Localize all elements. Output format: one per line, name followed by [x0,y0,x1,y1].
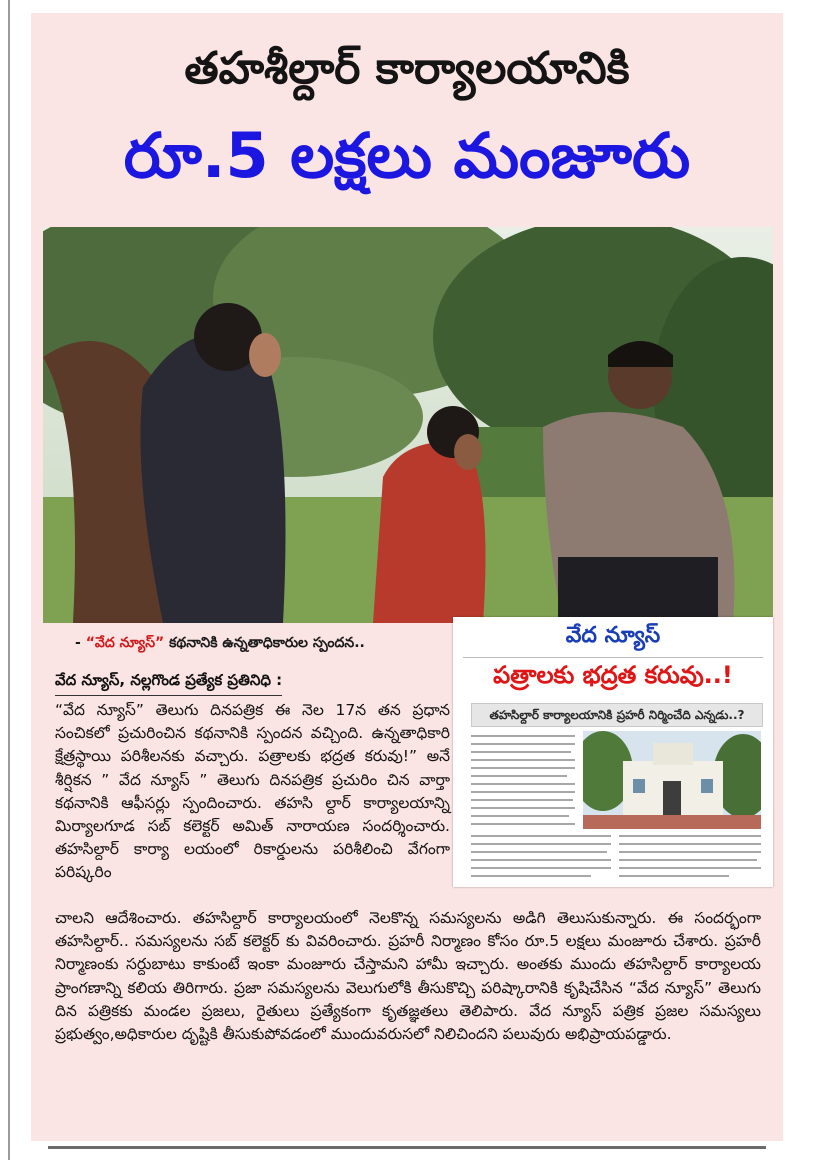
clipping-text-line [471,875,591,877]
clipping-headline: పత్రాలకు భద్రత కరువు..! [493,661,733,689]
clipping-text-line [471,791,575,793]
clipping-text-line [471,807,575,809]
clipping-text-line [619,859,757,861]
caption-highlight: “వేద న్యూస్” [85,635,165,651]
headline-line-2: రూ.5 లక్షలు మంజూరు [123,119,691,192]
clipping-text-line [471,735,575,737]
caption-rest: కథనానికి ఉన్నతాధికారుల స్పందన.. [164,635,365,651]
clipping-photo [583,731,761,829]
clipping-text-line [471,843,611,845]
clipping-text-line [471,759,575,761]
byline: వేద న్యూస్, నల్లగొండ ప్రత్యేక ప్రతినిధి : [55,671,282,696]
clipping-text-line [471,775,567,777]
building-photo-icon [583,731,761,829]
clipping-text-line [619,851,761,853]
photo-people-trees-icon [43,227,773,623]
clipping-text-line [619,875,729,877]
newspaper-clipping [453,617,773,887]
clipping-text-line [471,867,611,869]
clipping-text-line [471,835,611,837]
clipping-text-line [619,835,761,837]
clipping-text-line [471,783,575,785]
clipping-text-line [471,815,569,817]
clipping-columns [471,731,761,881]
clipping-text-line [471,751,571,753]
headline-line-1: తహశీల్దార్ కార్యాలయానికి [184,43,630,94]
clipping-text-line [471,799,573,801]
news-page [31,13,783,1141]
photo-caption [75,635,365,654]
news-photo [43,227,773,623]
clipping-divider [463,657,763,658]
clipping-subheadline: తహసిల్దార్ కార్యాలయానికి ప్రహరీ నిర్మించేది ఎన్నడు..? [471,703,763,727]
clipping-text-line [471,743,575,745]
caption-prefix: - [75,635,86,651]
clipping-text-line [471,823,575,825]
clipping-text-line [471,859,611,861]
left-margin-rule [8,0,10,1160]
clipping-text-line [619,867,761,869]
article-paragraph-2: చాలని ఆదేశించారు. తహసిల్దార్ కార్యాలయంలో నెలకొన్న సమస్యలను అడిగి తెలుసుకున్నారు. ఈ సందర్భంగా తహసిల్దార్.. సమస్యలను సబ్ కలెక్టర్ కు వివరించారు. ప్రహరీ నిర్మాణం కోసం రూ.5 లక్షలు మంజూరు చేశారు. ప్రహరీ నిర్మాణంకు సర్దుబాటు కాకుంటే ఇంకా మంజూరు చేస్తామని హామీ ఇచ్చారు. అంతకు ముందు తహసిల్దార్ కార్యాలయ ప్రాంగణాన్ని కలియ తిరిగారు. ప్రజా సమస్యలను వెలుగులోకి తీసుకొచ్చి పరిష్కారానికి కృషిచేసిన “వేద న్యూస్” తెలుగు దిన పత్రికకు మండల ప్రజలు, రైతులు ప్రత్యేకంగా కృతజ్ఞతలు తెలిపారు. వేద న్యూస్ పత్రిక ప్రజల సమస్యలు ప్రభుత్వం,అధికారుల దృష్టికి తీసుకుపోవడంలో ముందువరుసలో నిలిచిందని పలువురు అభిప్రాయపడ్డారు. [55,909,761,1044]
clipping-logo: వేద న్యూస్ [565,623,661,648]
clipping-text-line [619,843,761,845]
bottom-rule [48,1146,766,1149]
article-paragraph-1: “వేద న్యూస్” తెలుగు దినపత్రిక ఈ నెల 17న తన ప్రధాన సంచికలో ప్రచురించిన కథనానికి స్పందన వచ్చింది. ఉన్నతాధికారి క్షేత్రస్థాయి పరిశీలనకు వచ్చారు. పత్రాలకు భద్రత కరువు!” అనే శీర్షికన ” వేద న్యూస్ ” తెలుగు దినపత్రిక ప్రచురిం చిన వార్తా కథనానికి ఆఫీసర్లు స్పందించారు. తహసి ల్దార్ కార్యాలయాన్ని మిర్యాలగూడ సబ్ కలెక్టర్ అమిత్ నారాయణ సందర్శించారు. తహసిల్దార్ కార్యా లయంలో రికార్డులను పరిశీలించి వేగంగా పరిష్కరిం [55,701,450,882]
clipping-text-line [471,767,575,769]
clipping-text-line [471,851,607,853]
